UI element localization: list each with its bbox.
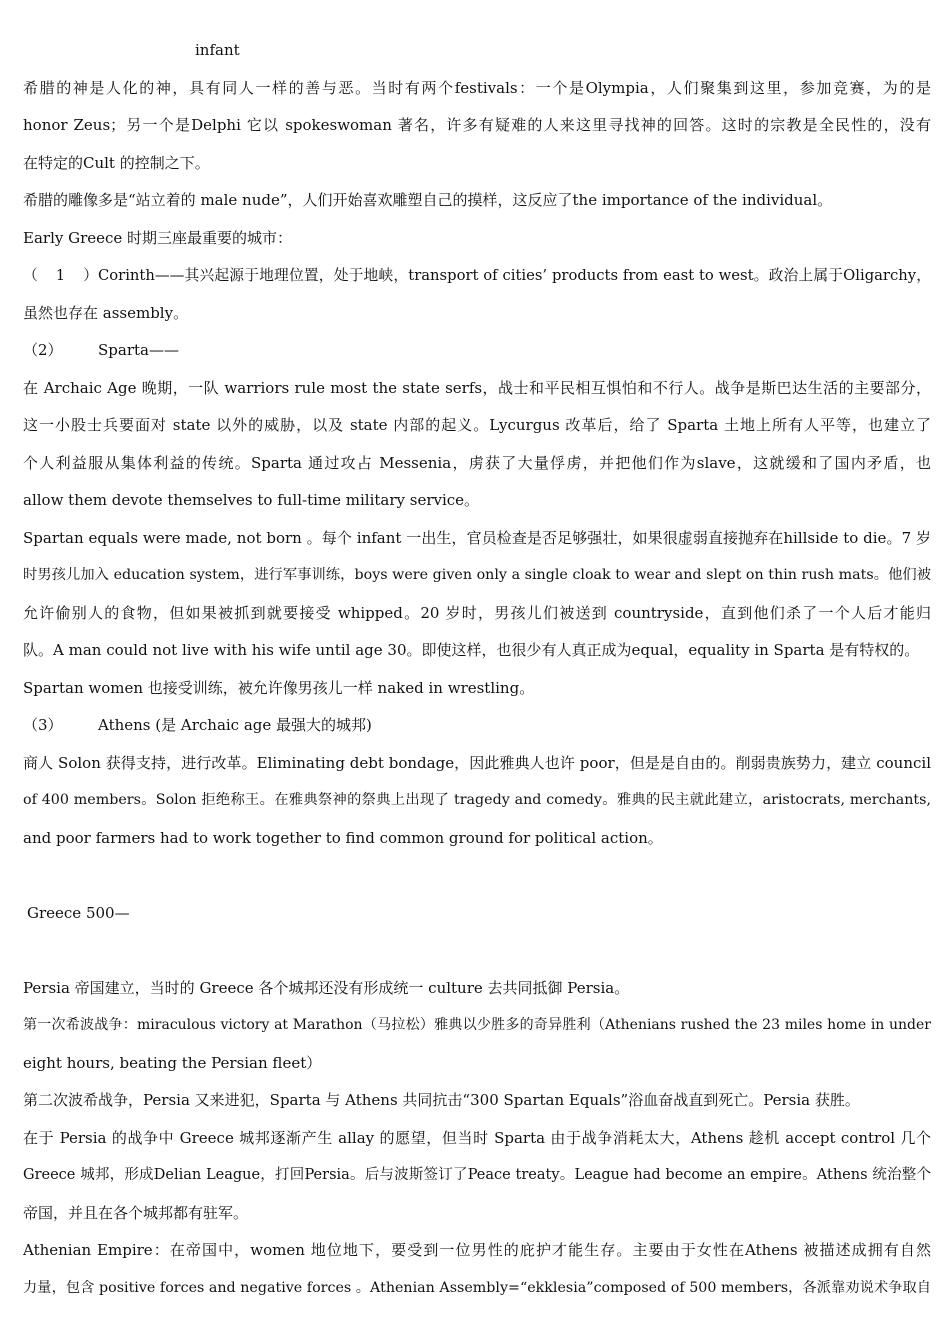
list-item-sparta bbox=[23, 332, 931, 370]
text-line: 时男孩儿加入 education system，进行军事训练，boys were given only a single cloak to wear and slept on thin rush mats。他们被 bbox=[23, 567, 931, 583]
list-text: Sparta—— bbox=[98, 341, 179, 359]
text-line: 商人 Solon 获得支持，进行改革。Eliminating debt bondage，因此雅典人也许 poor，但是是自由的。削弱贵族势力，建立 council bbox=[23, 753, 931, 772]
text-line: 在 Archaic Age 晚期，一队 warriors rule most the state serfs，战士和平民相互惧怕和不行人。战争是斯巴达生活的主要部分， bbox=[23, 378, 931, 397]
text-line: Athenian Empire：在帝国中，women 地位地下，要受到一位男性的庇护才能生存。主要由于女性在Athens 被描述成拥有自然 bbox=[23, 1241, 931, 1259]
text-line: eight hours, beating the Persian fleet） bbox=[23, 1053, 322, 1072]
text-line: Persia 帝国建立，当时的 Greece 各个城邦还没有形成统一 culture 去共同抵御 Persia。 bbox=[23, 978, 630, 997]
list-text: Corinth——其兴起源于地理位置，处于地峡，transport of cities’ products from east to west。政治上属于Oligarchy， bbox=[98, 267, 931, 284]
text-line: Spartan women 也接受训练，被允许像男孩儿一样 naked in wrestling。 bbox=[23, 678, 535, 697]
text-line: 队。A man could not live with his wife until age 30。即使这样，也很少有人真正成为equal，equality in Sparta 是有特权的。 bbox=[23, 641, 920, 659]
text-line: allow them devote themselves to full-time military service。 bbox=[23, 491, 480, 509]
text-line: 在于 Persia 的战争中 Greece 城邦逐渐产生 allay 的愿望，但当时 Sparta 由于战争消耗太大，Athens 趁机 accept control 几个 bbox=[23, 1128, 931, 1147]
section-heading: Greece 500— bbox=[27, 903, 130, 922]
list-number: （2） bbox=[23, 341, 63, 359]
text-line: honor Zeus；另一个是Delphi 它以 spokeswoman 著名，许多有疑难的人来这里寻找神的回答。这时的宗教是全民性的，没有 bbox=[23, 116, 931, 134]
blank-line bbox=[23, 932, 931, 970]
document-body bbox=[23, 32, 931, 1307]
text-line: Spartan equals were made, not born 。每个 infant 一出生，官员检查是否足够强壮，如果很虚弱直接抛弃在hillside to die。7 岁 bbox=[23, 528, 931, 547]
text-line: 希腊的神是人化的神，具有同人一样的善与恶。当时有两个festivals：一个是Olympia，人们聚集到这里，参加竞赛，为的是 bbox=[23, 78, 931, 97]
text-line: 帝国，并且在各个城邦都有驻军。 bbox=[23, 1203, 249, 1222]
text-line: 这一小股士兵要面对 state 以外的威胁，以及 state 内部的起义。Lycurgus 改革后，给了 Sparta 土地上所有人平等，也建立了 bbox=[23, 416, 931, 434]
text-line: 允许偷别人的食物，但如果被抓到就要接受 whipped。20 岁时，男孩儿们被送到 countryside，直到他们杀了一个人后才能归 bbox=[23, 603, 931, 622]
list-number: （1） bbox=[23, 267, 98, 284]
text-line: 希腊的雕像多是“站立着的 male nude”，人们开始喜欢雕塑自己的摸样，这反应了the importance of the individual。 bbox=[23, 191, 833, 209]
text-line: 虽然也存在 assembly。 bbox=[23, 303, 189, 322]
text-line: 第一次希波战争：miraculous victory at Marathon（马拉松）雅典以少胜多的奇异胜利（Athenians rushed the 23 miles home in under bbox=[23, 1017, 931, 1033]
list-number: （3） bbox=[23, 716, 63, 734]
list-text: Athens (是 Archaic age 最强大的城邦) bbox=[98, 716, 372, 734]
text-line: 力量，包含 positive forces and negative forces 。Athenian Assembly=“ekklesia”composed of 500 members，各派靠劝说术争取自 bbox=[23, 1279, 931, 1296]
text-line: infant bbox=[195, 41, 240, 59]
text-line: Greece 城邦，形成Delian League，打回Persia。后与波斯签订了Peace treaty。League had become an empire。Athens 统治整个 bbox=[23, 1167, 931, 1183]
text-line: 在特定的Cult 的控制之下。 bbox=[23, 153, 210, 172]
text-line: and poor farmers had to work together to find common ground for political action。 bbox=[23, 828, 663, 847]
text-line: Early Greece 时期三座最重要的城市： bbox=[23, 228, 293, 247]
text-line: 第二次波希战争，Persia 又来进犯，Sparta 与 Athens 共同抗击“300 Spartan Equals”浴血奋战直到死亡。Persia 获胜。 bbox=[23, 1091, 860, 1109]
list-item-athens bbox=[23, 707, 931, 745]
text-line: 个人利益服从集体利益的传统。Sparta 通过攻占 Messenia，虏获了大量俘虏，并把他们作为slave，这就缓和了国内矛盾，也 bbox=[23, 453, 931, 472]
list-item-corinth bbox=[23, 257, 931, 295]
text-line: of 400 members。Solon 拒绝称王。在雅典祭神的祭典上出现了 tragedy and comedy。雅典的民主就此建立，aristocrats, merchants, bbox=[23, 792, 931, 808]
blank-line bbox=[23, 857, 931, 895]
